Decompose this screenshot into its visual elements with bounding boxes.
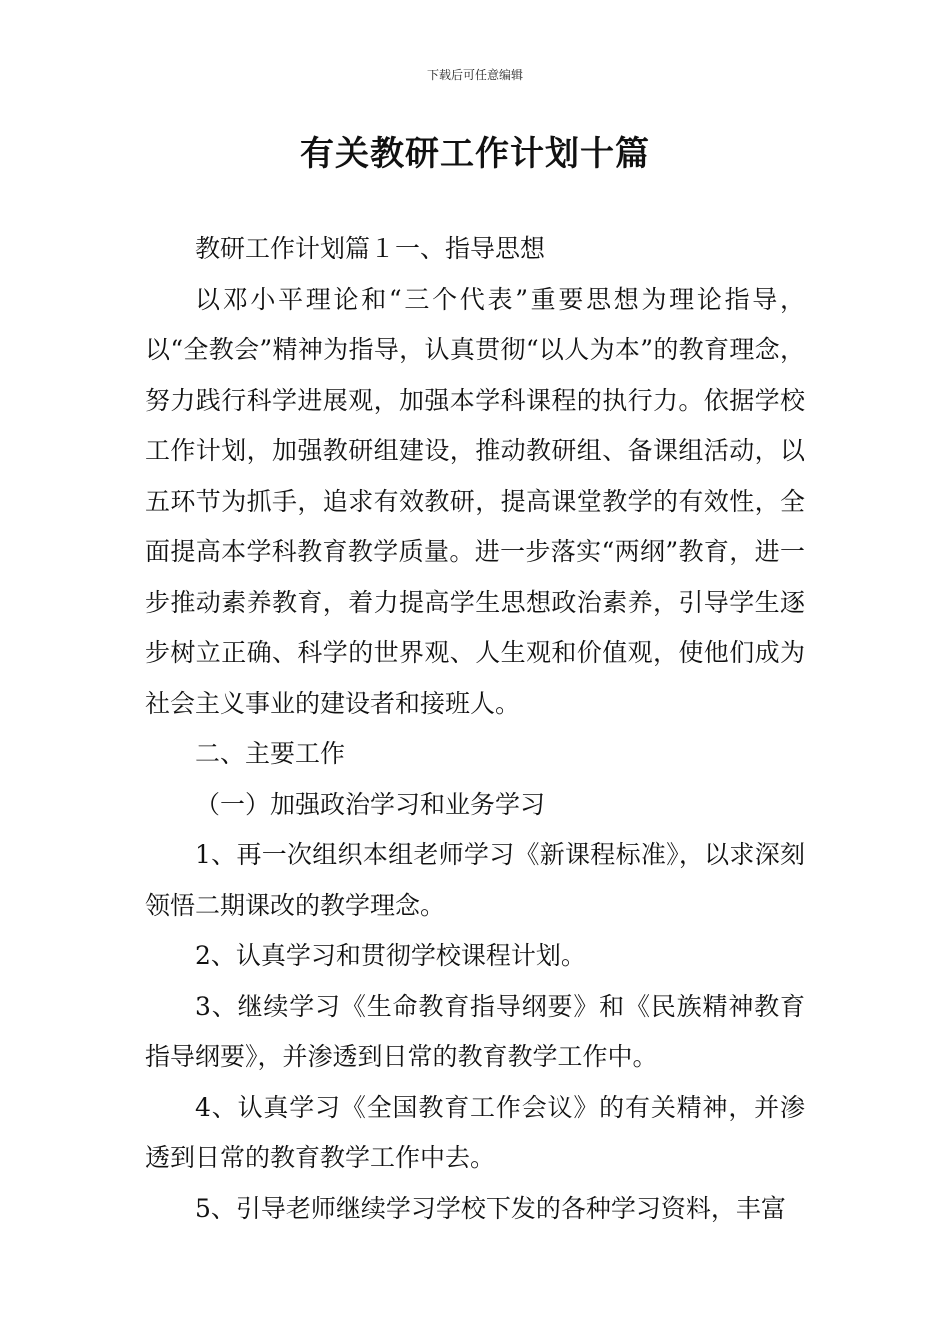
- paragraph: 1、再一次组织本组老师学习《新课程标准》，以求深刻领悟二期课改的教学理念。: [145, 840, 805, 920]
- paragraph: 4、认真学习《全国教育工作会议》的有关精神，并渗透到日常的教育教学工作中去。: [145, 1092, 805, 1172]
- document-body: [145, 224, 805, 1234]
- paragraph: 二、主要工作: [195, 739, 346, 768]
- paragraph: （一）加强政治学习和业务学习: [195, 789, 546, 819]
- paragraph: 教研工作计划篇１一、指导思想: [195, 234, 546, 263]
- paragraph: 5、引导老师继续学习学校下发的各种学习资料，丰富: [195, 1193, 786, 1223]
- paragraph: 以邓小平理论和“三个代表”重要思想为理论指导，以“全教会”精神为指导，认真贯彻“以人为本”的教育理念，努力践行科学进展观，加强本学科课程的执行力。依据学校工作计划，加强教研组建设，推动教研组、备课组活动，以五环节为抓手，追求有效教研，提高课堂教学的有效性，全面提高本学科教育教学质量。进一步落实“两纲”教育，进一步推动素养教育，着力提高学生思想政治素养，引导学生逐步树立正确、科学的世界观、人生观和价值观，使他们成为社会主义事业的建设者和接班人。: [145, 284, 805, 718]
- paragraph: 3、继续学习《生命教育指导纲要》和《民族精神教育指导纲要》，并渗透到日常的教育教学工作中。: [145, 991, 805, 1071]
- page-header-note: 下载后可任意编辑: [426, 68, 523, 82]
- paragraph: 2、认真学习和贯彻学校课程计划。: [195, 941, 586, 970]
- document-title: 有关教研工作计划十篇: [300, 134, 650, 174]
